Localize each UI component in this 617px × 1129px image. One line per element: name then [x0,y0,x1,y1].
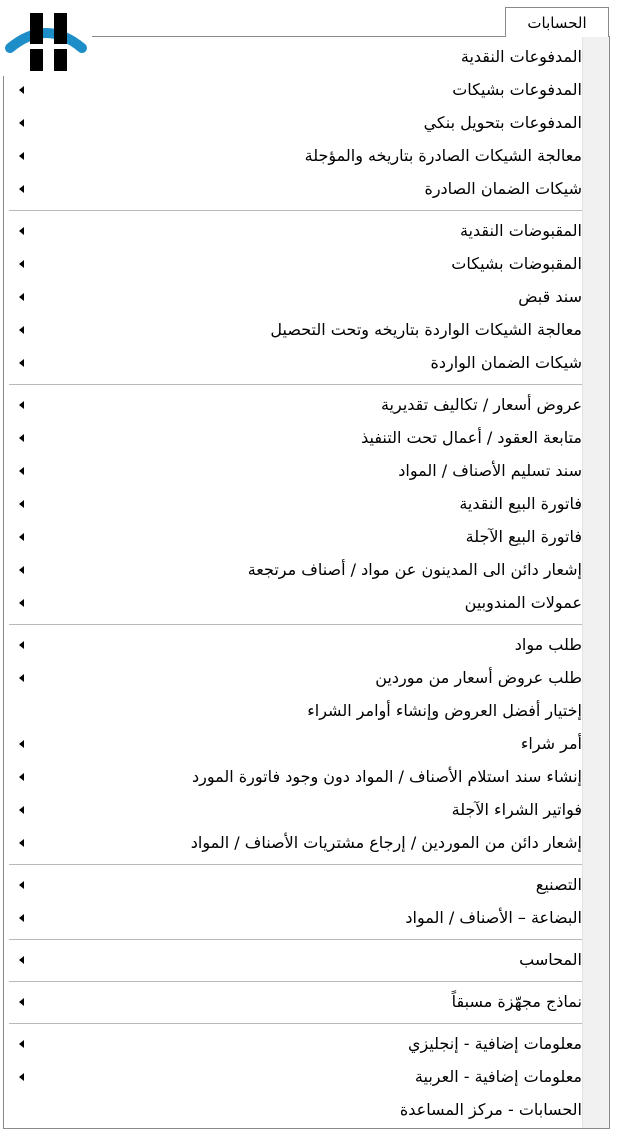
submenu-arrow-icon [19,434,24,442]
submenu-arrow-icon [19,599,24,607]
menu-item[interactable] [4,172,609,206]
menu-item[interactable] [4,106,609,140]
submenu-arrow-icon [19,227,24,235]
menu-item[interactable] [4,73,609,107]
menu-separator [9,864,582,865]
menu-item-label: فاتورة البيع النقدية [459,494,582,513]
submenu-arrow-icon [19,773,24,781]
accounts-dropdown-menu [3,36,610,1129]
menu-item[interactable] [4,868,609,902]
menu-item-label: المقبوضات النقدية [459,221,582,240]
menu-item-label: فاتورة البيع الآجلة [465,527,582,546]
menu-item[interactable] [4,694,609,728]
menu-item[interactable] [4,313,609,347]
menu-item-label: المدفوعات بشيكات [452,80,582,99]
submenu-arrow-icon [19,881,24,889]
menu-item-label: إشعار دائن من الموردين / إرجاع مشتريات الأصناف / المواد [190,833,582,852]
menu-item-label: معالجة الشيكات الواردة بتاريخه وتحت التحصيل [270,320,582,339]
menu-item[interactable] [4,421,609,455]
menu-item[interactable] [4,943,609,977]
menu-item[interactable] [4,1060,609,1094]
submenu-arrow-icon [19,326,24,334]
menu-item-label: شيكات الضمان الصادرة [424,179,582,198]
menu-item-label: متابعة العقود / أعمال تحت التنفيذ [361,428,582,447]
submenu-arrow-icon [19,533,24,541]
submenu-arrow-icon [19,998,24,1006]
menu-item[interactable] [4,214,609,248]
submenu-arrow-icon [19,566,24,574]
menu-item-label: المدفوعات النقدية [460,47,582,66]
menu-item[interactable] [4,985,609,1019]
submenu-arrow-icon [19,119,24,127]
menu-item-label: معلومات إضافية - إنجليزي [407,1034,582,1053]
submenu-arrow-icon [19,500,24,508]
submenu-arrow-icon [19,641,24,649]
submenu-arrow-icon [19,86,24,94]
menu-item-label: طلب عروض أسعار من موردين [375,668,582,687]
menu-item-label: الحسابات - مركز المساعدة [399,1100,582,1119]
menu-item-label: معالجة الشيكات الصادرة بتاريخه والمؤجلة [304,146,582,165]
menu-item[interactable] [4,487,609,521]
menu-item[interactable] [4,628,609,662]
menu-item-label: إنشاء سند استلام الأصناف / المواد دون وجود فاتورة المورد [192,767,582,786]
menu-item[interactable] [4,139,609,173]
menu-item-label: سند تسليم الأصناف / المواد [398,461,582,480]
menubar-tab-accounts[interactable]: الحسابات [505,7,609,37]
menu-item-label: البضاعة – الأصناف / المواد [405,908,582,927]
submenu-arrow-icon [19,914,24,922]
menu-item-label: عمولات المندوبين [464,593,582,612]
menu-item[interactable] [4,793,609,827]
app-logo-icon [0,0,92,76]
menu-item[interactable] [4,586,609,620]
menu-item[interactable] [4,826,609,860]
menu-item[interactable] [4,40,609,74]
menu-item[interactable] [4,454,609,488]
menu-item-label: إشعار دائن الى المدينون عن مواد / أصناف مرتجعة [247,560,582,579]
menu-item[interactable] [4,553,609,587]
submenu-arrow-icon [19,806,24,814]
submenu-arrow-icon [19,260,24,268]
menu-item[interactable] [4,1027,609,1061]
submenu-arrow-icon [19,152,24,160]
menu-item-label: فواتير الشراء الآجلة [451,800,582,819]
menu-item[interactable] [4,520,609,554]
menu-item-label: نماذج مجهّزة مسبقاً [451,992,582,1011]
submenu-arrow-icon [19,740,24,748]
menu-item-label: المقبوضات بشيكات [451,254,582,273]
menu-item[interactable] [4,727,609,761]
submenu-arrow-icon [19,401,24,409]
menu-item-label: المحاسب [519,950,582,969]
menu-item[interactable] [4,1093,609,1127]
submenu-arrow-icon [19,956,24,964]
menu-separator [9,939,582,940]
menu-item-label: سند قبض [518,287,582,306]
menu-separator [9,624,582,625]
submenu-arrow-icon [19,293,24,301]
menu-item-label: طلب مواد [514,635,582,654]
menu-item[interactable] [4,661,609,695]
submenu-arrow-icon [19,467,24,475]
submenu-arrow-icon [19,839,24,847]
menu-item[interactable] [4,901,609,935]
menu-item-label: شيكات الضمان الواردة [430,353,582,372]
menu-separator [9,210,582,211]
menu-item[interactable] [4,280,609,314]
menu-item-label: أمر شراء [520,734,582,753]
menu-separator [9,1023,582,1024]
menu-separator [9,384,582,385]
menu-item-label: إختيار أفضل العروض وإنشاء أوامر الشراء [307,701,582,720]
menu-item[interactable] [4,388,609,422]
menu-separator [9,981,582,982]
menu-item-label: عروض أسعار / تكاليف تقديرية [380,395,582,414]
submenu-arrow-icon [19,185,24,193]
menu-item-label: معلومات إضافية - العربية [414,1067,582,1086]
submenu-arrow-icon [19,359,24,367]
submenu-arrow-icon [19,1073,24,1081]
menu-item[interactable] [4,346,609,380]
menu-item[interactable] [4,760,609,794]
submenu-arrow-icon [19,674,24,682]
menu-item-label: المدفوعات بتحويل بنكي [423,113,582,132]
menu-item-label: التصنيع [535,875,582,894]
menu-item[interactable] [4,247,609,281]
submenu-arrow-icon [19,1040,24,1048]
